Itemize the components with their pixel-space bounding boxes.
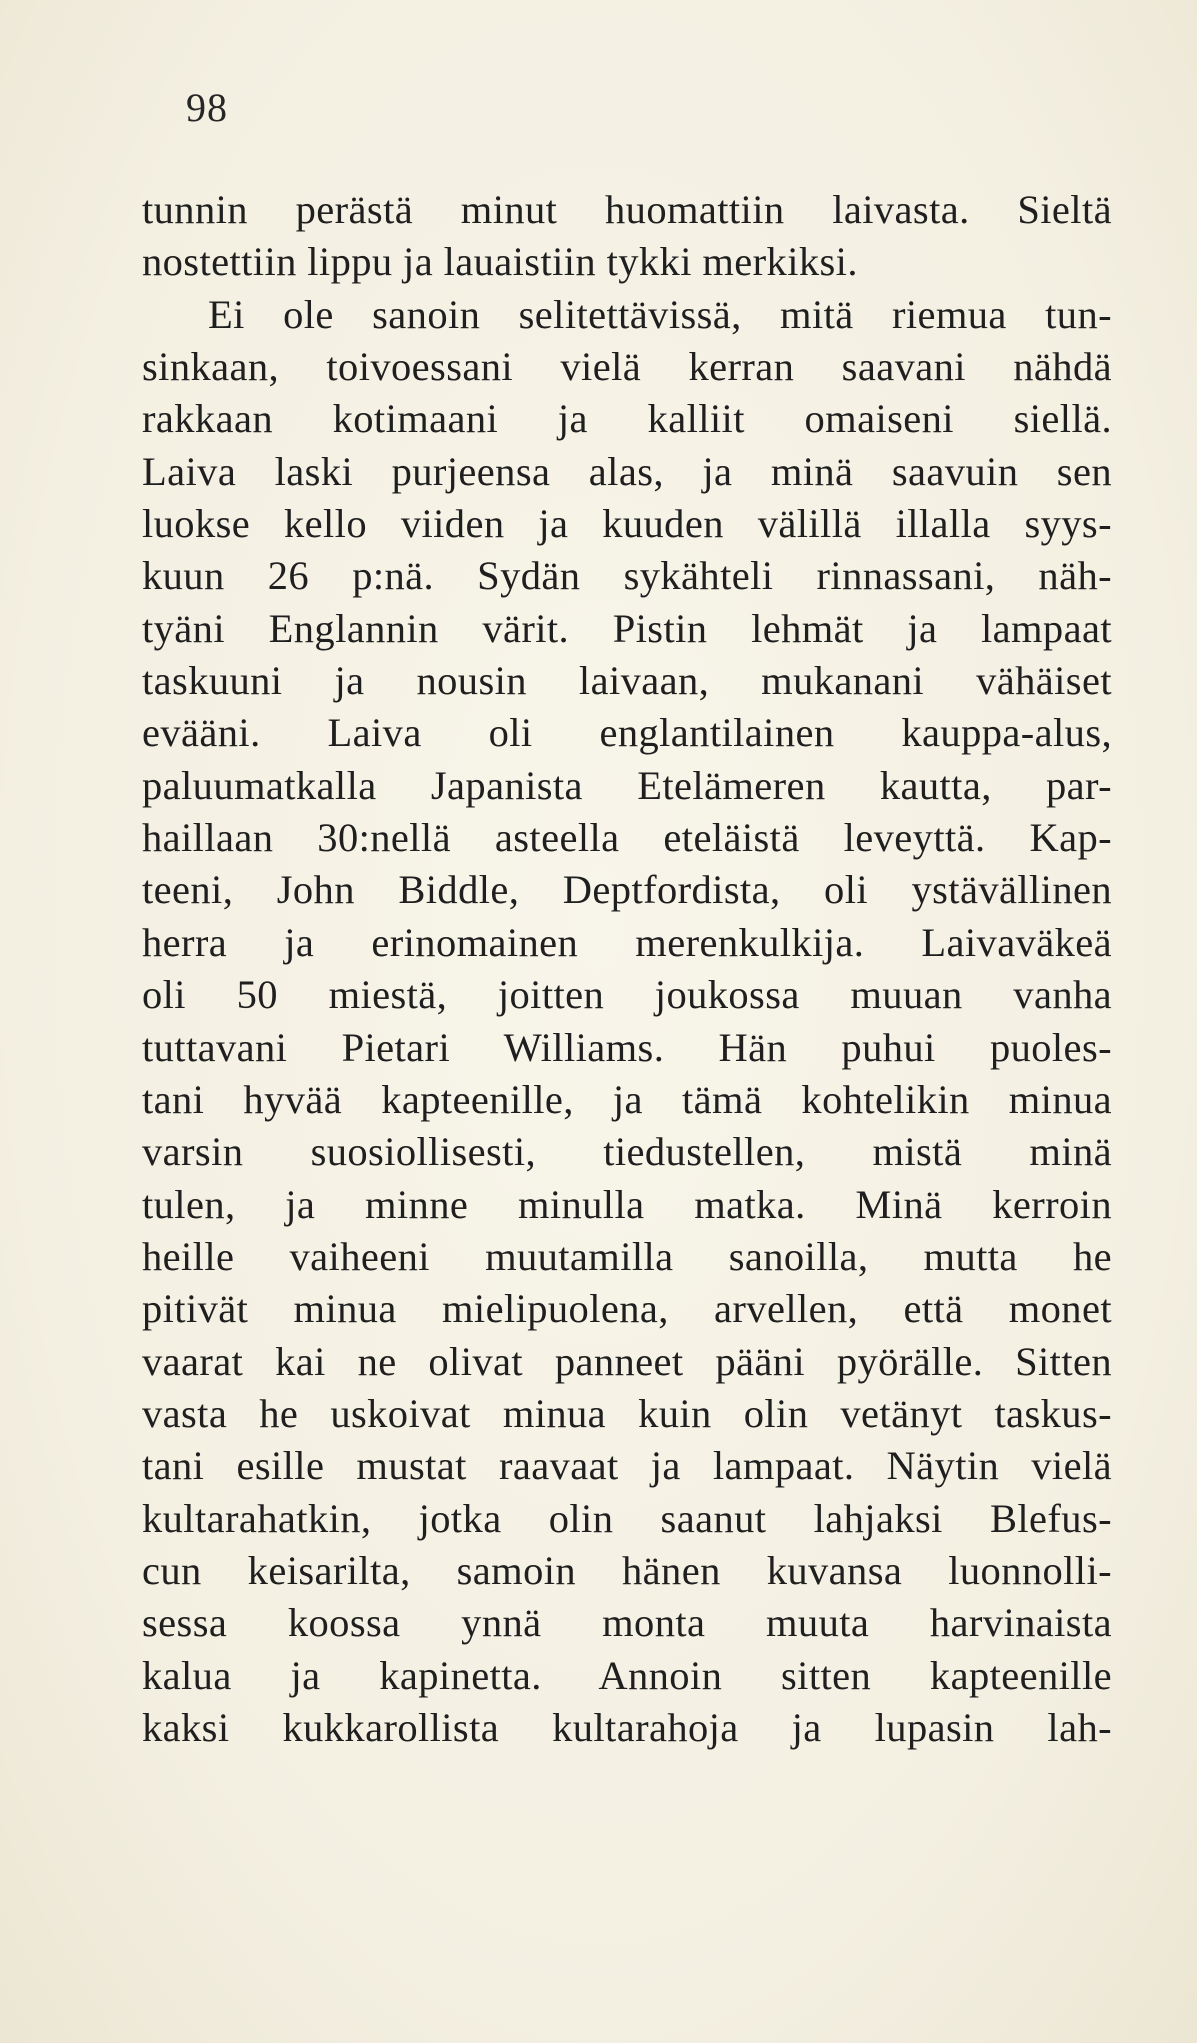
text-line: tyäni Englannin värit. Pistin lehmät ja lampaat: [142, 605, 1112, 651]
text-line: rakkaan kotimaani ja kalliit omaiseni siellä.: [142, 396, 1112, 442]
text-line: tulen, ja minne minulla matka. Minä kerroin: [142, 1181, 1112, 1227]
text-line: Laiva laski purjeensa alas, ja minä saavuin sen: [142, 448, 1112, 494]
body-text: [142, 184, 1112, 1754]
text-line: pitivät minua mielipuolena, arvellen, että monet: [142, 1286, 1112, 1332]
text-line: tunnin perästä minut huomattiin laivasta. Sieltä: [142, 187, 1112, 232]
text-line: kultarahatkin, jotka olin saanut lahjaksi Blefus-: [142, 1495, 1112, 1541]
text-line: taskuuni ja nousin laivaan, mukanani vähäiset: [142, 658, 1112, 704]
text-line: sinkaan, toivoessani vielä kerran saavani nähdä: [142, 344, 1112, 390]
text-line: varsin suosiollisesti, tiedustellen, mistä minä: [142, 1129, 1112, 1175]
text-line: vasta he uskoivat minua kuin olin vetänyt taskus-: [142, 1390, 1112, 1436]
text-line: kuun 26 p:nä. Sydän sykähteli rinnassani, näh-: [142, 553, 1112, 599]
text-line: sessa koossa ynnä monta muuta harvinaista: [142, 1600, 1112, 1646]
text-line: cun keisarilta, samoin hänen kuvansa luonnolli-: [142, 1547, 1112, 1593]
page-number: 98: [186, 85, 228, 130]
text-line: oli 50 miestä, joitten joukossa muuan vanha: [142, 972, 1112, 1018]
text-line: tani hyvää kapteenille, ja tämä kohtelikin minua: [142, 1076, 1112, 1122]
text-line: tuttavani Pietari Williams. Hän puhui puoles-: [142, 1024, 1112, 1070]
text-line: herra ja erinomainen merenkulkija. Laivaväkeä: [142, 919, 1112, 965]
text-line: nostettiin lippu ja lauaistiin tykki merkiksi.: [142, 239, 858, 285]
text-line: tani esille mustat raavaat ja lampaat. Näytin vielä: [142, 1443, 1112, 1489]
text-line: haillaan 30:nellä asteella eteläistä leveyttä. Kap-: [142, 815, 1112, 861]
text-line: heille vaiheeni muutamilla sanoilla, mutta he: [142, 1233, 1112, 1279]
text-line: evääni. Laiva oli englantilainen kauppa-alus,: [142, 710, 1112, 756]
text-line: luokse kello viiden ja kuuden välillä illalla syys-: [142, 501, 1112, 547]
text-line: kaksi kukkarollista kultarahoja ja lupasin lah-: [142, 1704, 1112, 1750]
text-line: paluumatkalla Japanista Etelämeren kautta, par-: [142, 762, 1112, 808]
text-line: kalua ja kapinetta. Annoin sitten kapteenille: [142, 1652, 1112, 1698]
text-line: Ei ole sanoin selitettävissä, mitä riemua tun-: [208, 291, 1112, 337]
text-line: teeni, John Biddle, Deptfordista, oli ystävällinen: [142, 867, 1112, 913]
text-line: vaarat kai ne olivat panneet pääni pyörälle. Sitten: [142, 1338, 1112, 1384]
